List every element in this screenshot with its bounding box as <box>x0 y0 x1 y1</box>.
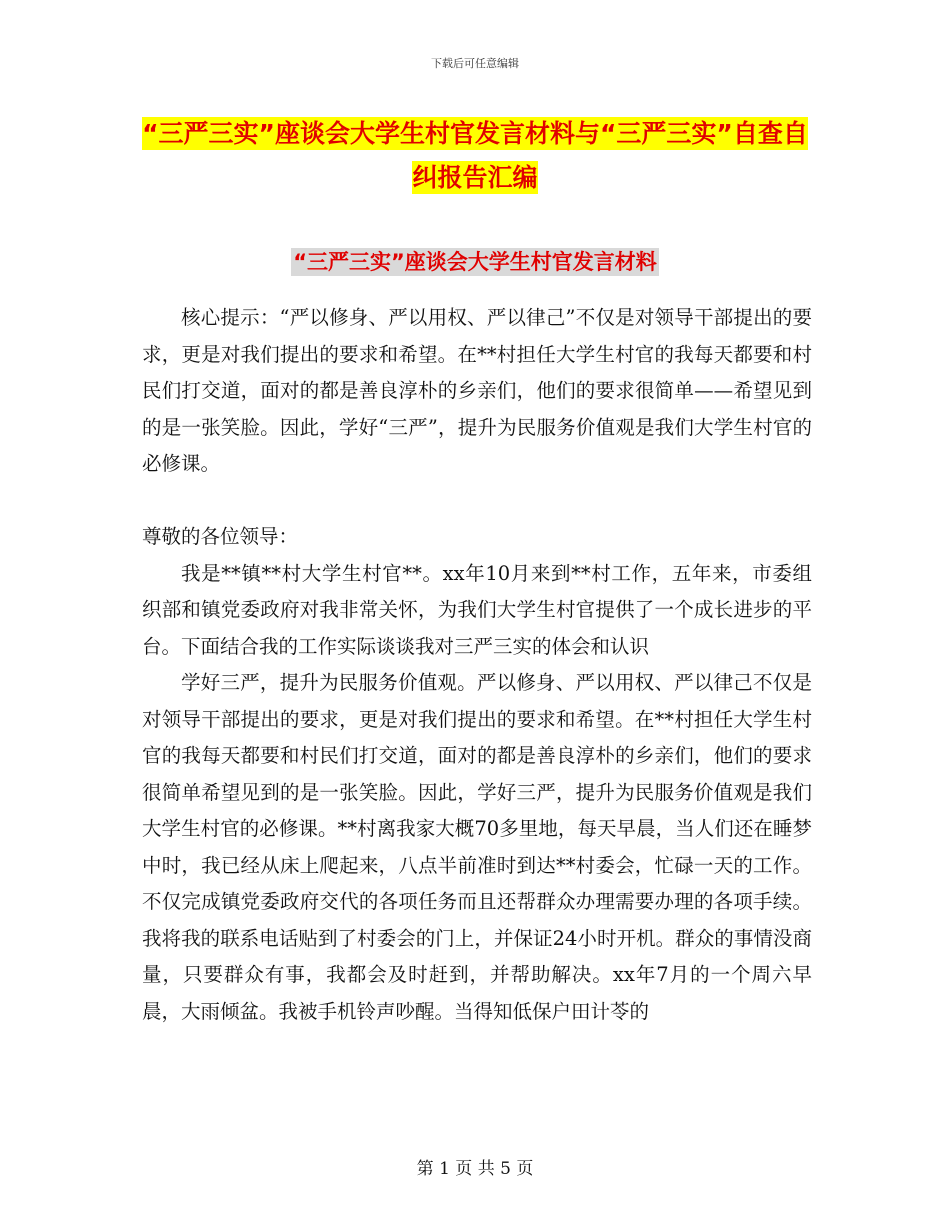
document-title <box>140 112 810 200</box>
summary-paragraph: 核心提示：“严以修身、严以用权、严以律己”不仅是对领导干部提出的要求，更是对我们提出的要求和希望。在**村担任大学生村官的我每天都要和村民们打交道，面对的都是善良淳朴的乡亲们，他们的要求很简单——希望见到的是一张笑脸。因此，学好“三严”，提升为民服务价值观是我们大学生村官的必修课。 <box>142 306 812 475</box>
page-header-note: 下载后可任意编辑 <box>431 57 519 70</box>
salutation: 尊敬的各位领导： <box>142 525 299 548</box>
body-paragraph: 我是**镇**村大学生村官**。xx年10月来到**村工作，五年来，市委组织部和镇党委政府对我非常关怀，为我们大学生村官提供了一个成长进步的平台。下面结合我的工作实际谈谈我对三严三实的体会和认识 <box>142 561 812 658</box>
document-title-text: “三严三实”座谈会大学生村官发言材料与“三严三实”自查自纠报告汇编 <box>142 119 808 192</box>
body-paragraph: 学好三严，提升为民服务价值观。严以修身、严以用权、严以律己不仅是对领导干部提出的要求，更是对我们提出的要求和希望。在**村担任大学生村官的我每天都要和村民们打交道，面对的都是善良淳朴的乡亲们，他们的要求很简单希望见到的是一张笑脸。因此，学好三严，提升为民服务价值观是我们大学生村官的必修课。**村离我家大概70多里地，每天早晨，当人们还在睡梦中时，我已经从床上爬起来，八点半前准时到达**村委会，忙碌一天的工作。不仅完成镇党委政府交代的各项任务而且还帮群众办理需要办理的各项手续。我将我的联系电话贴到了村委会的门上，并保证24小时开机。群众的事情没商量，只要群众有事，我都会及时赶到，并帮助解决。xx年7月的一个周六早晨，大雨倾盆。我被手机铃声吵醒。当得知低保户田计苓的 <box>142 671 812 1023</box>
paragraph-spacer <box>142 483 812 520</box>
document-body <box>142 300 812 1030</box>
section-title-text: “三严三实”座谈会大学生村官发言材料 <box>293 250 657 274</box>
section-title <box>0 246 950 276</box>
page-footer: 第 1 页 共 5 页 <box>416 1159 534 1179</box>
